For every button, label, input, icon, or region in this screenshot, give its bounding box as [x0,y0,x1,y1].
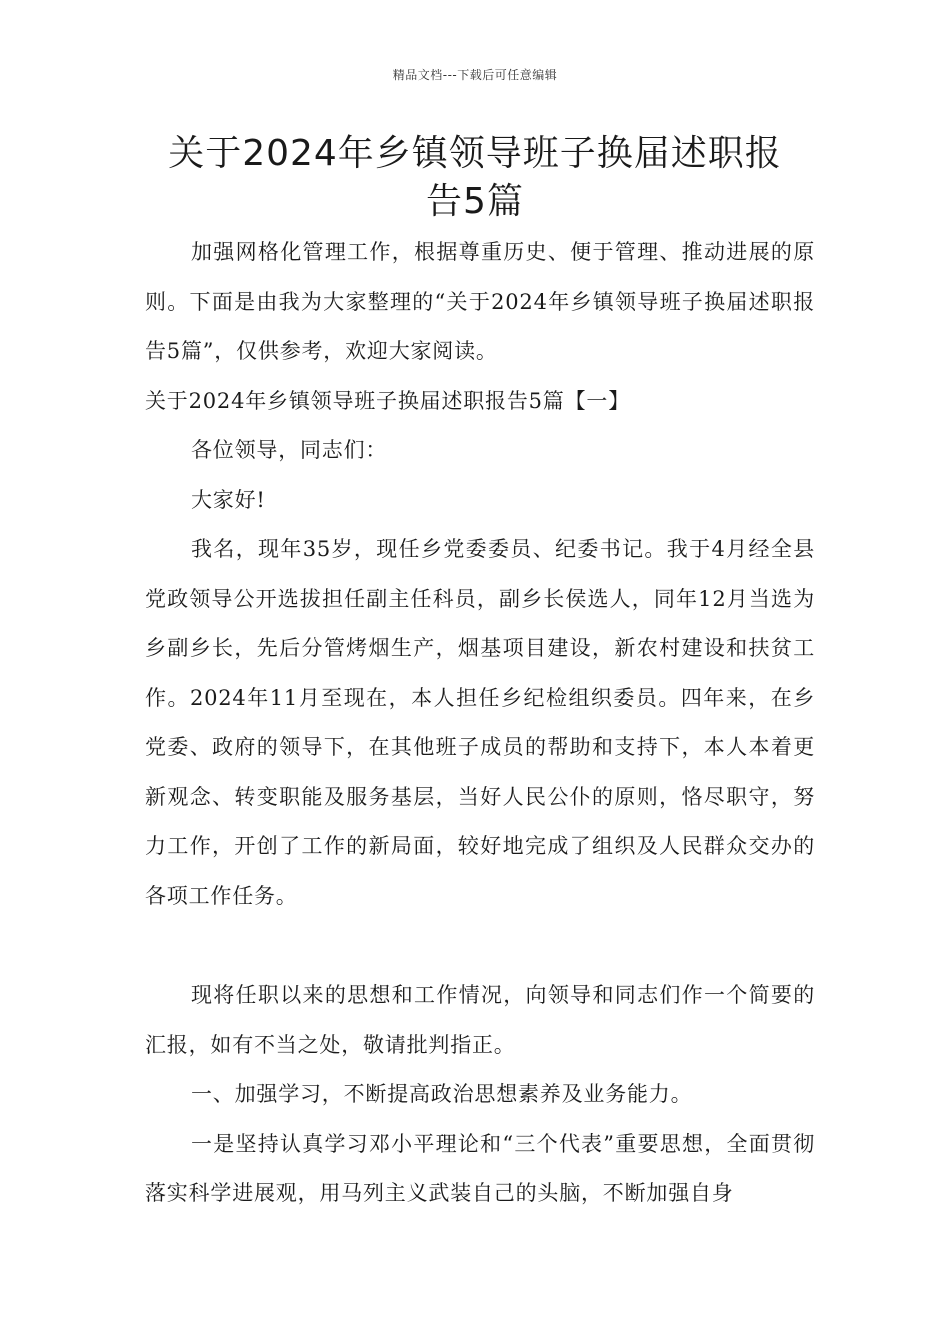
document-body [145,228,815,1219]
salutation: 各位领导，同志们： [191,438,388,462]
title-line-2: 告5篇 [426,181,524,222]
intro-paragraph: 加强网格化管理工作，根据尊重历史、便于管理、推动进展的原则。下面是由我为大家整理的“关于2024年乡镇领导班子换届述职报告5篇”，仅供参考，欢迎大家阅读。 [145,240,815,363]
body-paragraph-1: 我名，现年35岁，现任乡党委委员、纪委书记。我于4月经全县党政领导公开选拔担任副主任科员，副乡长侯选人，同年12月当选为乡副乡长，先后分管烤烟生产，烟基项目建设，新农村建设和扶贫工作。2024年11月至现在，本人担任乡纪检组织委员。四年来，在乡党委、政府的领导下，在其他班子成员的帮助和支持下，本人本着更新观念、转变职能及服务基层，当好人民公仆的原则，恪尽职守，努力工作，开创了工作的新局面，较好地完成了组织及人民群众交办的各项工作任务。 [145,537,815,908]
greeting: 大家好! [191,487,266,512]
title-line-1: 关于2024年乡镇领导班子换届述职报 [168,133,782,174]
section-heading: 关于2024年乡镇领导班子换届述职报告5篇【一】 [145,388,631,413]
header-note: 精品文档---下载后可任意编辑 [392,68,558,82]
body-paragraph-2: 现将任职以来的思想和工作情况，向领导和同志们作一个简要的汇报，如有不当之处，敬请批判指正。 [145,983,815,1057]
point-detail-1: 一是坚持认真学习邓小平理论和“三个代表”重要思想，全面贯彻落实科学进展观，用马列主义武装自己的头脑，不断加强自身 [145,1131,815,1205]
paragraph-gap [145,921,815,971]
document-title [120,130,830,226]
point-heading-1: 一、加强学习，不断提高政治思想素养及业务能力。 [191,1082,693,1106]
